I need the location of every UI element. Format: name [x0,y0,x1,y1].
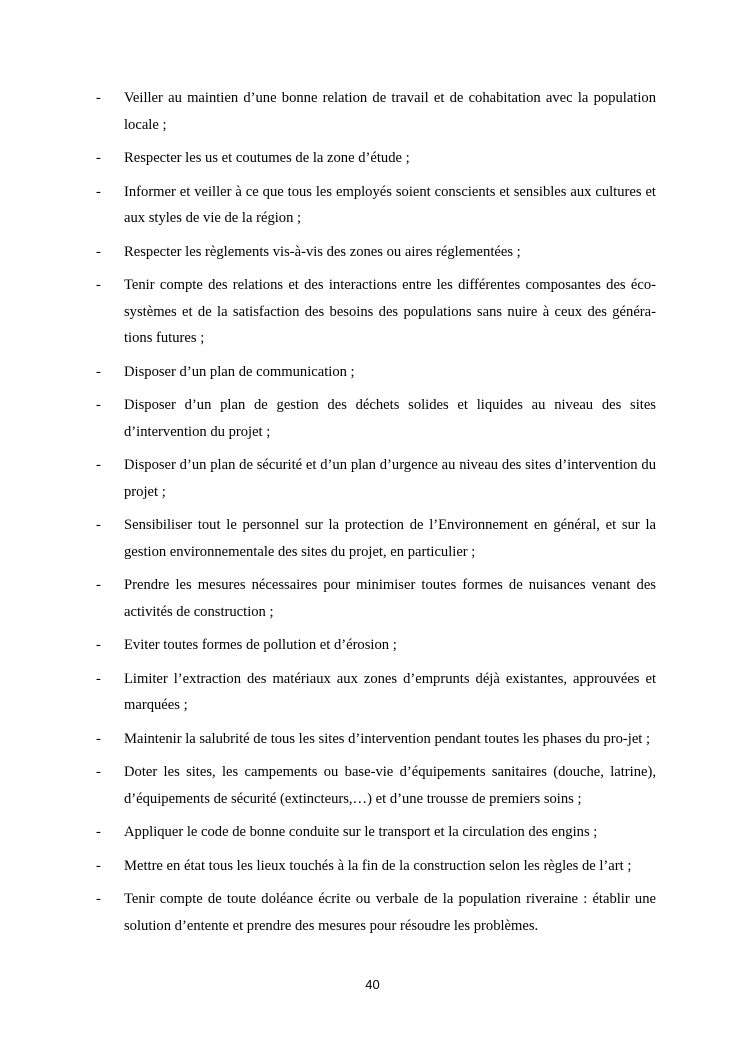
bullet-dash: - [96,90,101,106]
bullet-dash: - [96,243,101,260]
list-item-text: Maintenir la salubrité de tous les sites d’intervention pendant toutes les phases du pro-jet ; [124,730,651,747]
bullet-dash: - [96,517,101,533]
list-item [96,886,656,939]
list-item [96,632,656,659]
bullet-dash: - [96,764,101,780]
bullet-dash: - [96,457,101,473]
list-item [96,512,656,565]
list-item [96,392,656,445]
page-number: 40 [365,977,380,992]
list-item [96,359,656,386]
list-item [96,452,656,505]
bullet-dash: - [96,577,101,593]
list-item-text: Appliquer le code de bonne conduite sur le transport et la circulation des engins ; [124,824,598,840]
measures-list [96,85,656,946]
bullet-dash: - [96,150,101,166]
list-item-text: Tenir compte de toute doléance écrite ou verbale de la population riveraine : établir une solution d’entente et prendre des mesures pour résoudre les problèmes. [124,891,656,934]
bullet-dash: - [96,730,101,747]
list-item [96,759,656,812]
list-item-text: Prendre les mesures nécessaires pour minimiser toutes formes de nuisances venant des activités de construction ; [124,577,656,620]
list-item [96,272,656,352]
list-item [96,726,656,753]
list-item [96,145,656,172]
list-item-text: Doter les sites, les campements ou base-vie d’équipements sanitaires (douche, latrine), d’équipements de sécurité (extincteurs,…) et d’une trousse de premiers soins ; [124,764,656,807]
list-item-text: Respecter les règlements vis-à-vis des zones ou aires réglementées ; [124,243,521,260]
bullet-dash: - [96,670,101,687]
list-item [96,572,656,625]
bullet-dash: - [96,824,101,840]
list-item-text: Sensibiliser tout le personnel sur la protection de l’Environnement en général, et sur la gestion environnementale des sites du projet, en particulier ; [124,517,656,560]
list-item-text: Informer et veiller à ce que tous les employés soient conscients et sensibles aux cultures et aux styles de vie de la région ; [124,183,656,226]
list-item [96,853,656,880]
list-item-text: Eviter toutes formes de pollution et d’érosion ; [124,637,397,653]
list-item-text: Disposer d’un plan de gestion des déchets solides et liquides au niveau des sites d’intervention du projet ; [124,397,656,440]
list-item [96,85,656,138]
list-item-text: Respecter les us et coutumes de la zone d’étude ; [124,150,410,166]
bullet-dash: - [96,891,101,907]
list-item-text: Mettre en état tous les lieux touchés à la fin de la construction selon les règles de l’art ; [124,857,632,874]
list-item-text: Disposer d’un plan de sécurité et d’un plan d’urgence au niveau des sites d’intervention du projet ; [124,457,656,500]
list-item-text: Tenir compte des relations et des interactions entre les différentes composantes des éco-systèmes et de la satisfaction des besoins des populations sans nuire à ceux des généra-tions futures ; [124,277,656,346]
list-item [96,179,656,232]
bullet-dash: - [96,637,101,653]
bullet-dash: - [96,183,101,200]
list-item-text: Limiter l’extraction des matériaux aux zones d’emprunts déjà existantes, approuvées et marquées ; [124,670,656,713]
list-item [96,666,656,719]
bullet-dash: - [96,857,101,874]
list-item-text: Disposer d’un plan de communication ; [124,363,355,380]
bullet-dash: - [96,277,101,293]
list-item [96,239,656,266]
list-item-text: Veiller au maintien d’une bonne relation de travail et de cohabitation avec la population locale ; [124,90,656,133]
list-item [96,819,656,846]
bullet-dash: - [96,397,101,413]
bullet-dash: - [96,363,101,380]
